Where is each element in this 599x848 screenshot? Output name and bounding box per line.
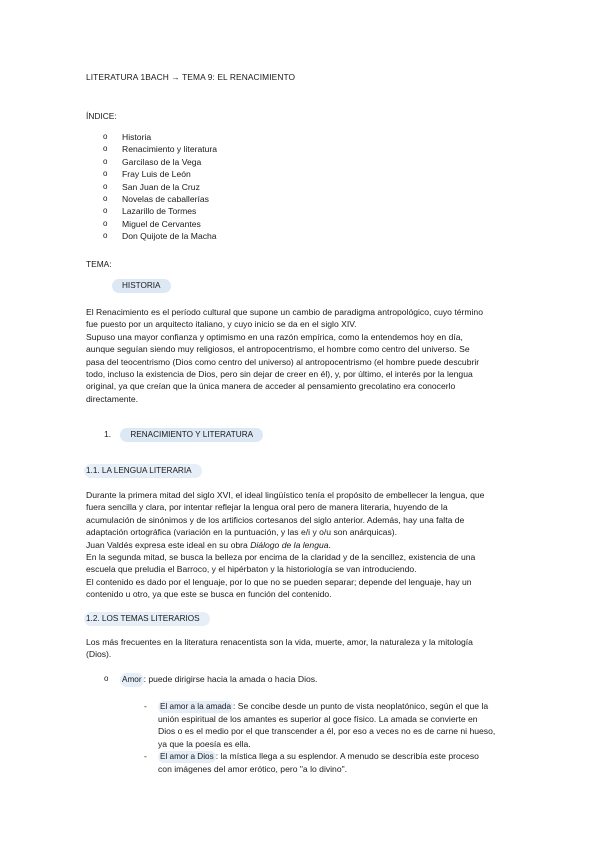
bullet-icon: o [103, 132, 108, 141]
amor-dios-item [158, 750, 518, 775]
index-item: o Historia [103, 132, 152, 142]
tema-label: TEMA: [86, 259, 112, 269]
section-1-1-heading [84, 464, 202, 478]
paragraph-line: acumulación de sinónimos y de los artificios cortesanos del siglo anterior. Además, hay una falta de [86, 514, 465, 525]
bullet-icon: o [103, 218, 108, 228]
paragraph-line: todo, incluso la existencia de Dios, pero sin dejar de creer en él), y, por último, el interés por la lengua [86, 369, 473, 380]
index-label: ÍNDICE: [86, 111, 117, 121]
dash-icon: - [144, 701, 147, 711]
paragraph-line: fue puesto por un arquitecto italiano, y cuyo inicio se da en el siglo XIV. [86, 319, 357, 330]
section-1-2-heading-pill: 1.2. LOS TEMAS LITERARIOS [84, 612, 210, 626]
paragraph-line: En la segunda mitad, se busca la belleza por encima de la claridad y de la sencillez, existencia de una [86, 552, 476, 563]
paragraph-line: unión espiritual de los amantes es superior al goce físico. La amada se convierte en [158, 714, 478, 724]
amor-label: Amor [120, 673, 144, 687]
amor-text: : puede dirigirse hacia la amada o hacia Dios. [143, 674, 318, 684]
paragraph-line: Los más frecuentes en la literatura renacentista son la vida, muerte, amor, la naturaleza y la mitología [86, 637, 473, 647]
index-item: o Don Quijote de la Macha [103, 231, 217, 242]
bullet-icon: o [103, 206, 108, 216]
historia-heading [112, 279, 171, 293]
arrow-icon: → [171, 72, 180, 82]
paragraph-line: : Se concibe desde un punto de vista neoplatónico, según el que la [233, 701, 489, 711]
valdes-line: Juan Valdés expresa este ideal en su obra Diálogo de la lengua. [86, 539, 331, 550]
paragraph-line: Supuso una mayor confianza y optimismo en una razón empírica, como la entendemos hoy en día, [86, 331, 463, 342]
paragraph-line: fuera sencilla y clara, por intentar reflejar la lengua oral pero de manera literaria, huyendo de la [86, 502, 448, 513]
historia-paragraph [86, 306, 516, 405]
temas-paragraph [86, 636, 516, 661]
index-item: o Novelas de caballerías [103, 193, 209, 204]
bullet-icon: o [103, 193, 108, 203]
historia-heading-pill: HISTORIA [112, 279, 171, 293]
section-1-heading [104, 428, 263, 442]
section-1-1-heading-pill: 1.1. LA LENGUA LITERARIA [84, 464, 202, 478]
index-item: o Lazarillo de Tormes [103, 206, 197, 217]
paragraph-line: con imágenes del amor erótico, pero "a lo divino". [158, 764, 348, 774]
bullet-icon: o [103, 181, 108, 191]
paragraph-line: : la mística llega a su esplendor. A menudo se describía este proceso [215, 751, 479, 761]
header-suffix: TEMA 9: EL RENACIMIENTO [182, 72, 296, 82]
paragraph-line: Durante la primera mitad del siglo XVI, el ideal lingüístico tenía el propósito de embellecer la lengua, que [86, 490, 485, 500]
index-item: o Garcilaso de la Vega [103, 156, 202, 167]
bullet-icon: o [103, 156, 108, 166]
lengua-literaria-paragraph [86, 489, 516, 601]
bullet-icon: o [104, 674, 109, 683]
index-item: o Renacimiento y literatura [103, 144, 218, 155]
paragraph-line: El Renacimiento es el período cultural que supone un cambio de paradigma antropológico, cuyo término [86, 307, 483, 317]
paragraph-line: aunque seguían siendo muy religiosos, el antropocentrismo, el hombre como centro del universo. Se [86, 344, 470, 355]
paragraph-line: El contenido es dado por el lenguaje, por lo que no se pueden separar; depende del lenguaje, hay un [86, 576, 472, 587]
amor-item [120, 673, 317, 687]
bullet-icon: o [103, 231, 108, 241]
paragraph-line: directamente. [86, 393, 139, 404]
index-item: o Fray Luis de León [103, 169, 191, 180]
section-1-number: 1. [104, 429, 112, 439]
amor-amada-item [158, 700, 518, 750]
paragraph-line: adaptación ortográfica (variación en la puntuación, y las e/i y o/u son anárquicas). [86, 527, 397, 538]
paragraph-line: original, ya que creían que la única manera de acceder al pensamiento grecolatino era conocerlo [86, 381, 456, 392]
paragraph-line: ya que la poesía es ella. [158, 738, 251, 749]
document-header [86, 71, 295, 83]
paragraph-line: escuela que preludia el Barroco, y el hipérbaton y la historiología se van introduciendo. [86, 564, 417, 575]
bullet-icon: o [103, 169, 108, 179]
paragraph-line: (Dios). [86, 649, 112, 660]
amor-dios-label: El amor a Dios [160, 752, 214, 761]
bullet-icon: o [103, 144, 108, 154]
amor-amada-label: El amor a la amada [160, 702, 231, 711]
header-prefix: LITERATURA 1BACH [86, 72, 169, 82]
section-1-2-heading [84, 612, 210, 626]
paragraph-line: Dios o es el medio por el que transcender a él, por eso a veces no es de carne ni hueso, [158, 726, 496, 737]
dash-icon: - [144, 751, 147, 761]
section-1-heading-pill: RENACIMIENTO Y LITERATURA [120, 428, 263, 442]
paragraph-line: contenido u otro, ya que este se busca en función del contenido. [86, 589, 332, 600]
paragraph-line: pasa del teocentrismo (Dios como centro del universo) al antropocentrismo (el hombre puede descubrir [86, 356, 480, 367]
index-item: o Miguel de Cervantes [103, 218, 201, 229]
index-item: o San Juan de la Cruz [103, 181, 200, 192]
index-list [86, 131, 217, 243]
work-title: Diálogo de la lengua [250, 539, 329, 550]
